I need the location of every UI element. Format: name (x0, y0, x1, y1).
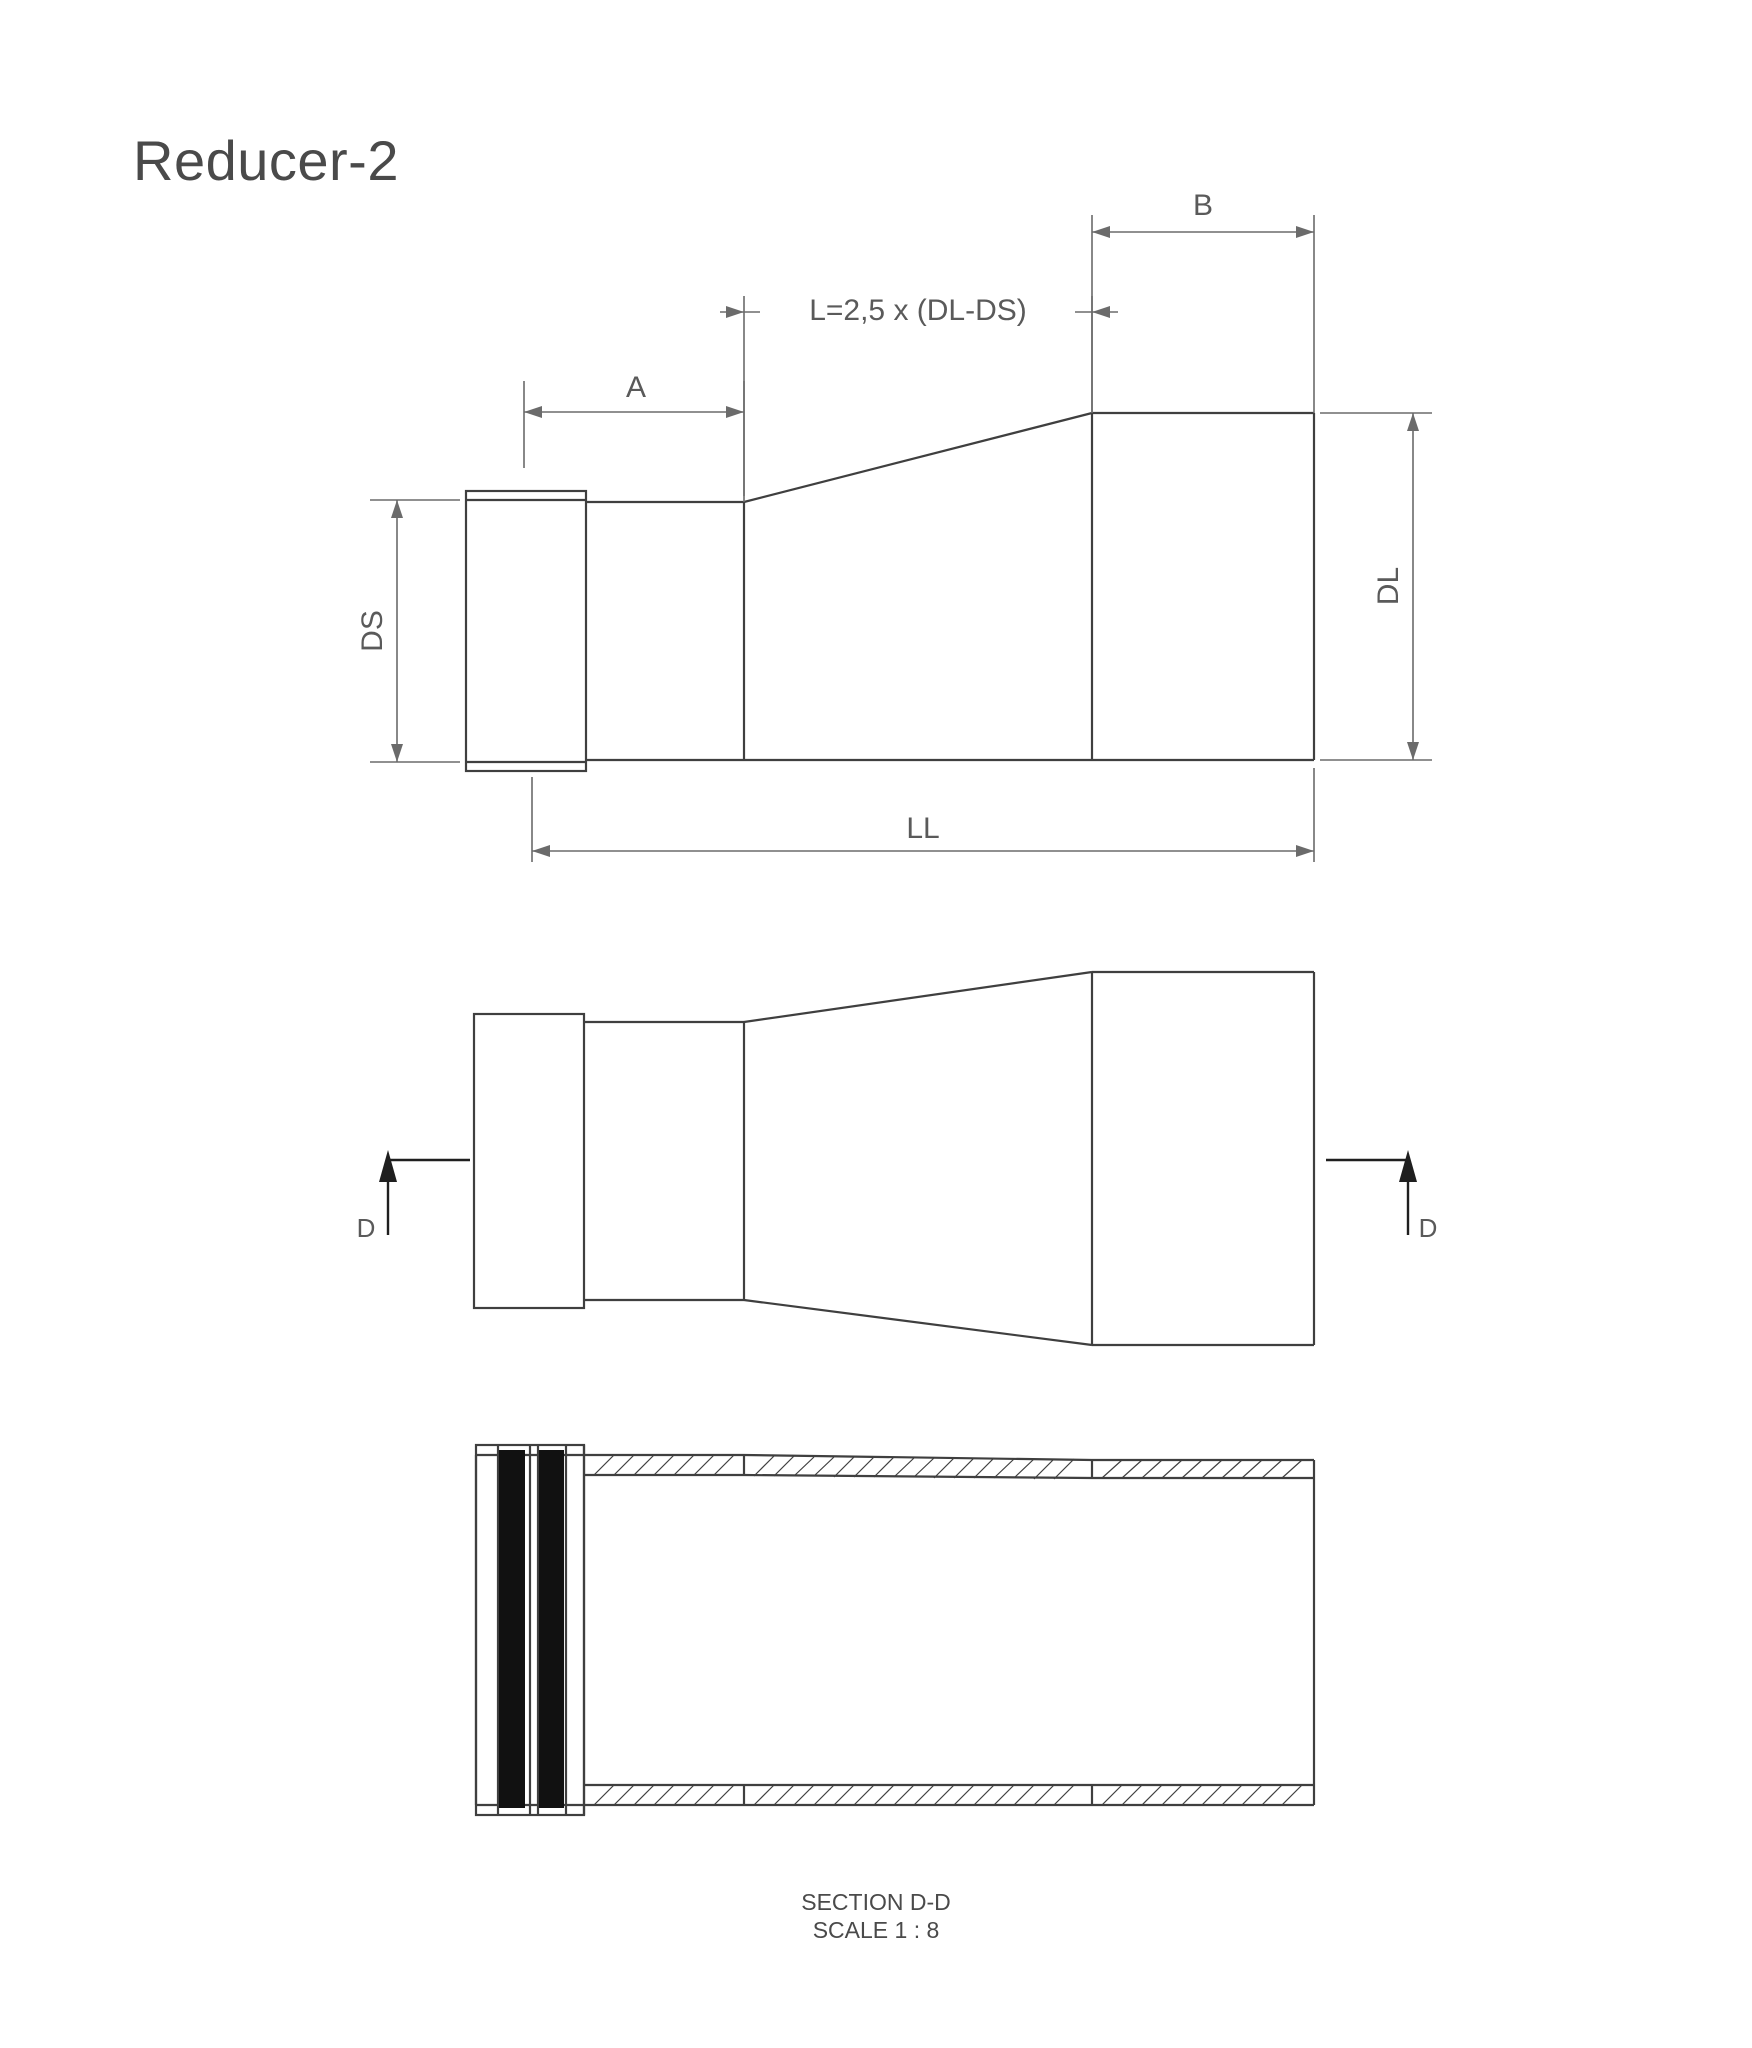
section-caption-line1: SECTION D-D (801, 1889, 951, 1915)
section-hatch-blocks (499, 1450, 564, 1808)
page-title: Reducer-2 (133, 129, 399, 192)
section-caption-line2: SCALE 1 : 8 (812, 1917, 940, 1943)
dimension-b (1092, 215, 1314, 413)
section-mark-left (379, 1150, 470, 1235)
dimension-ds-label: DS (356, 610, 389, 652)
dimension-b-label: B (1192, 189, 1214, 222)
dimension-ll-label: LL (906, 812, 940, 845)
section-mark-right-label: D (1418, 1213, 1438, 1243)
section-mark-right (1326, 1150, 1417, 1235)
top-view-geometry (466, 413, 1314, 771)
dimension-dl-label: DL (1372, 566, 1405, 606)
section-view-geometry (476, 1445, 1314, 1815)
middle-view-geometry (474, 972, 1314, 1345)
dimension-a-label: A (625, 371, 647, 404)
section-hatching (594, 1455, 1302, 1805)
section-caption (0, 1888, 1752, 1944)
section-mark-left-label: D (356, 1213, 376, 1243)
dimension-l-label: L=2,5 x (DL-DS) (809, 294, 1027, 327)
